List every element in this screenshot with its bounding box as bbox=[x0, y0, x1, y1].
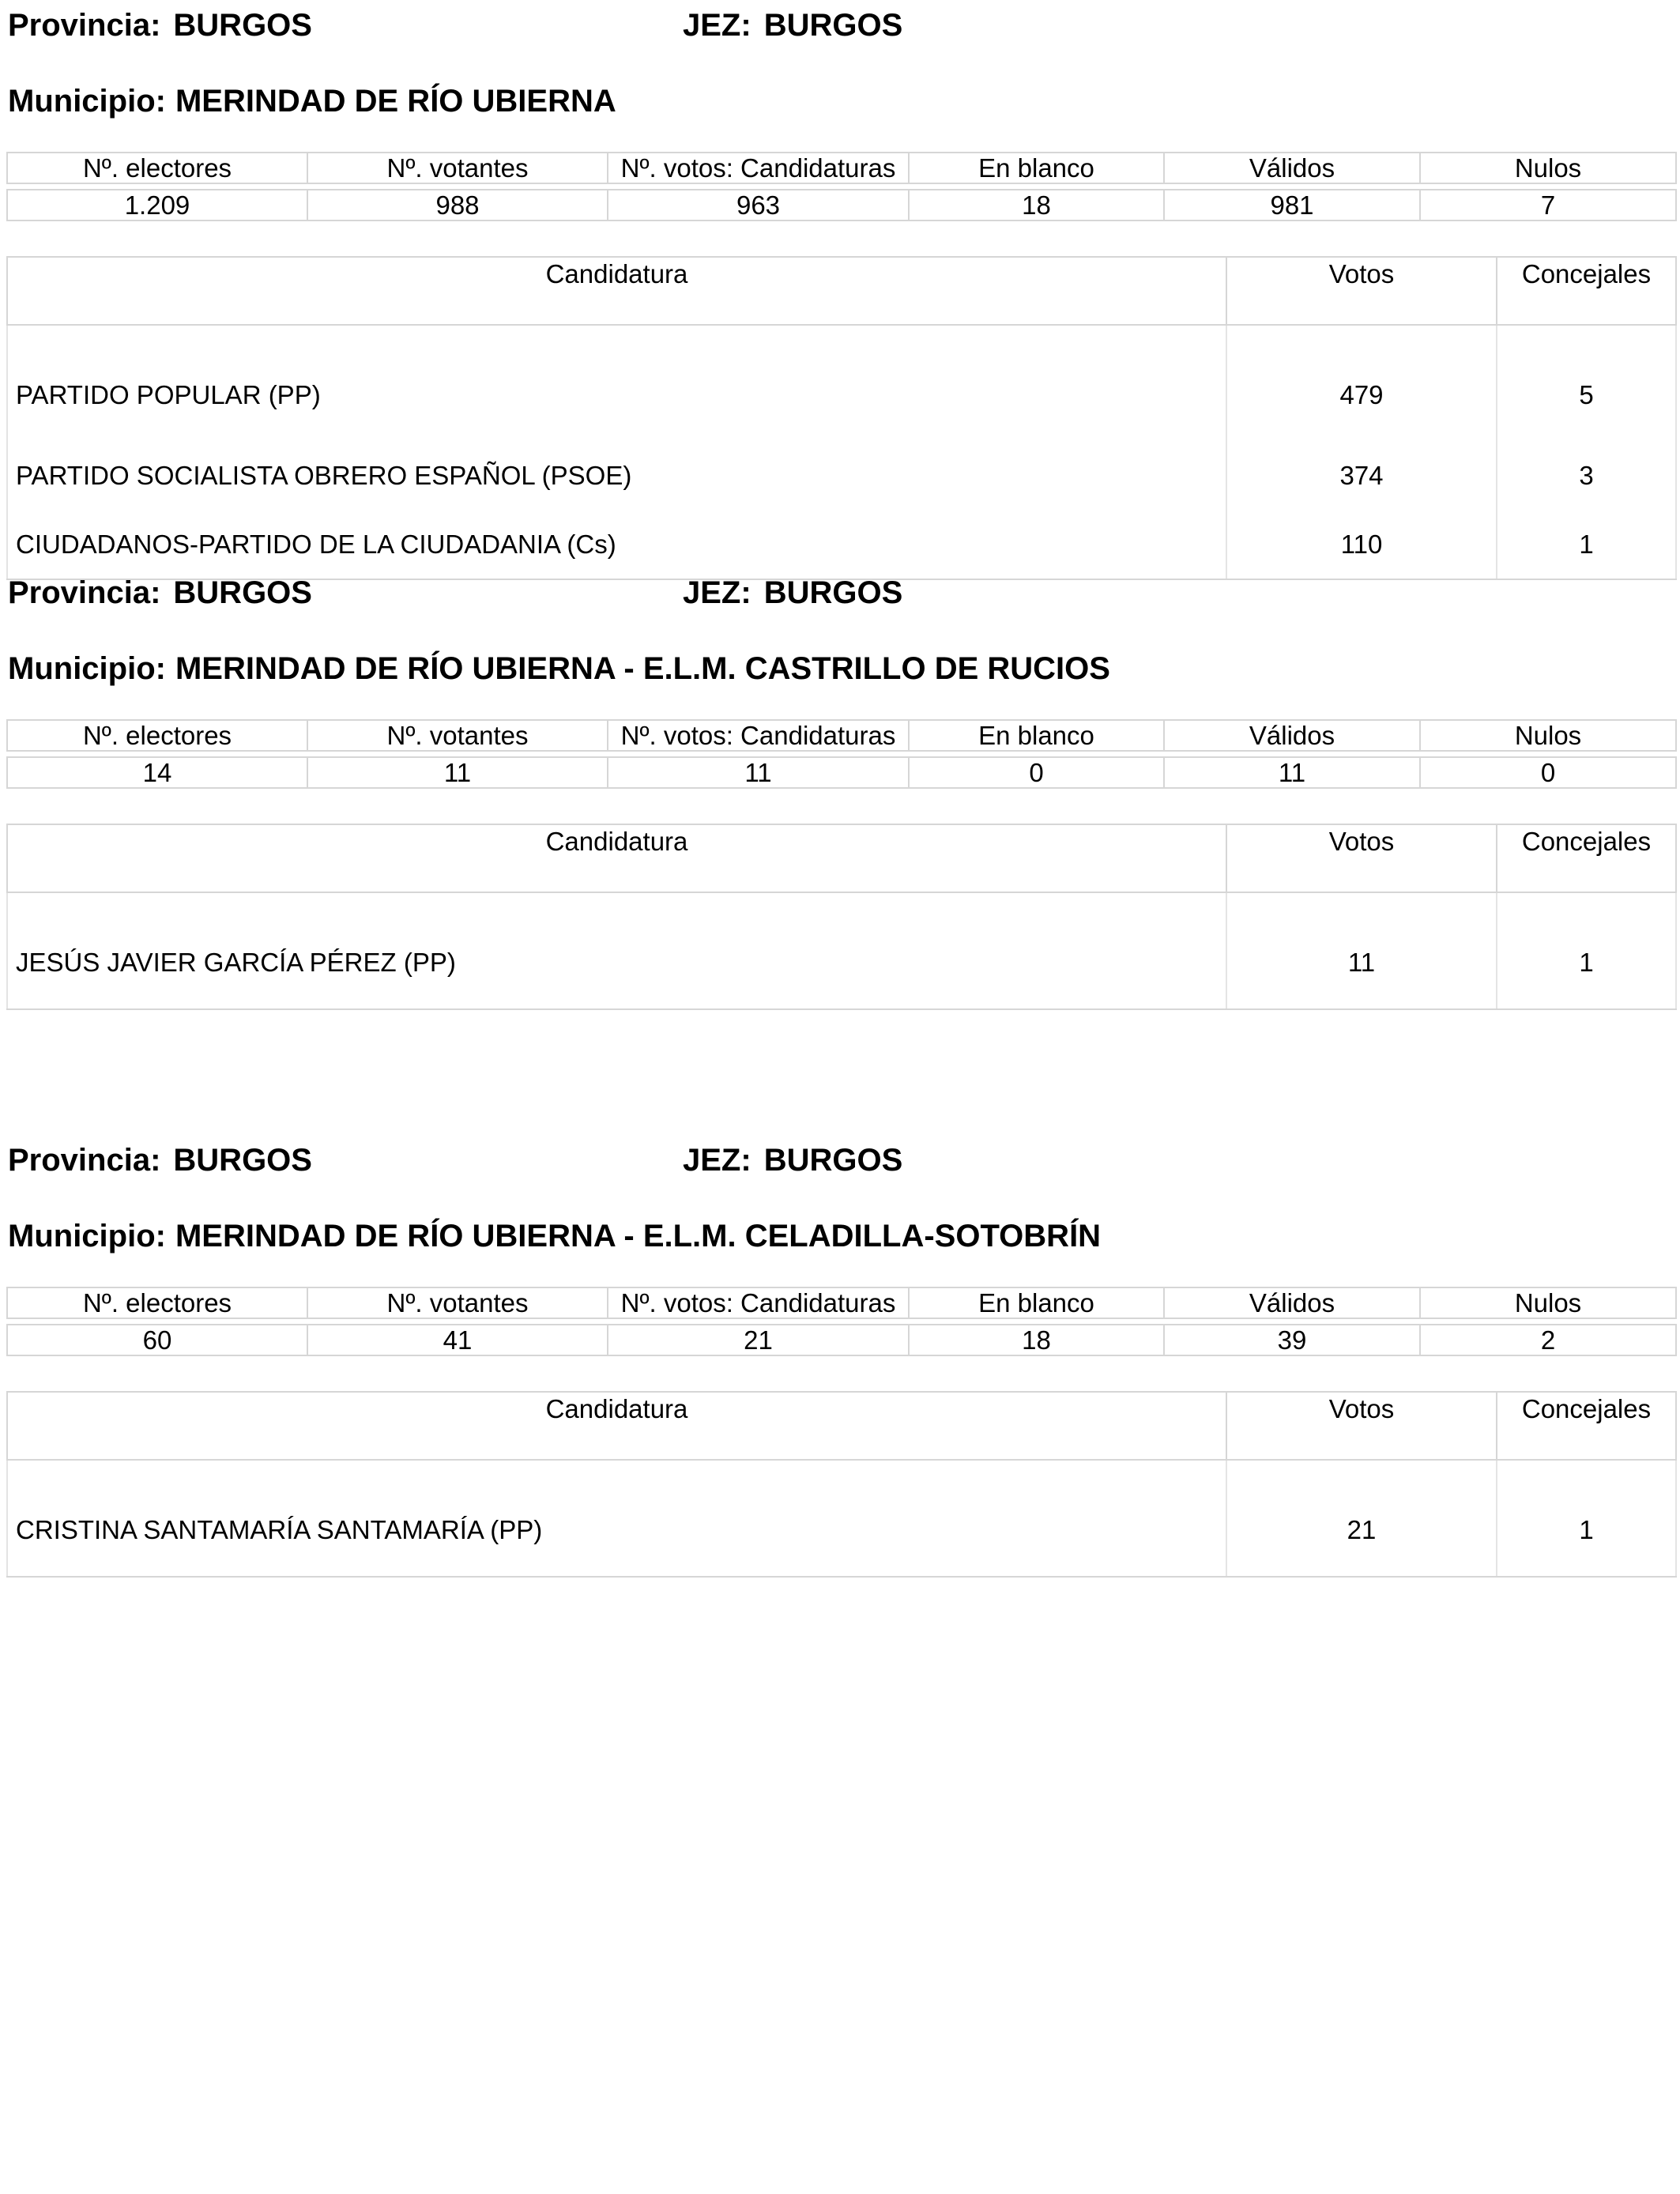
stats-header-electores: Nº. electores bbox=[7, 1287, 307, 1318]
header-candidatura: Candidatura bbox=[7, 824, 1226, 892]
provincia-header bbox=[8, 6, 312, 44]
stats-value-row bbox=[7, 1325, 1676, 1355]
header-concejales: Concejales bbox=[1497, 257, 1676, 325]
stats-header-validos: Válidos bbox=[1164, 153, 1420, 183]
provincia-label: Provincia: bbox=[8, 8, 161, 43]
jez-header bbox=[683, 1141, 902, 1179]
municipio-block-2 bbox=[0, 567, 1680, 1121]
candidatura-concejales: 1 bbox=[1497, 892, 1676, 1009]
stats-value-en-blanco: 18 bbox=[909, 190, 1164, 221]
candidatura-name: JESÚS JAVIER GARCÍA PÉREZ (PP) bbox=[7, 892, 1226, 1009]
candidatura-name: PARTIDO POPULAR (PP) bbox=[7, 325, 1226, 441]
stats-value-votos-candidaturas: 11 bbox=[608, 757, 909, 788]
stats-header-en-blanco: En blanco bbox=[909, 1287, 1164, 1318]
header-votos: Votos bbox=[1226, 824, 1497, 892]
candidaturas-header-row bbox=[7, 257, 1676, 325]
table-row bbox=[7, 892, 1676, 1009]
jez-label: JEZ: bbox=[683, 575, 751, 610]
candidaturas-table bbox=[6, 1391, 1677, 1578]
stats-header-nulos: Nulos bbox=[1420, 720, 1676, 751]
stats-header-nulos: Nulos bbox=[1420, 1287, 1676, 1318]
stats-header-votos-candidaturas: Nº. votos: Candidaturas bbox=[608, 153, 909, 183]
header-candidatura: Candidatura bbox=[7, 257, 1226, 325]
stats-header-row bbox=[7, 720, 1676, 751]
stats-value-votos-candidaturas: 21 bbox=[608, 1325, 909, 1355]
candidaturas-header-row bbox=[7, 824, 1676, 892]
stats-header-electores: Nº. electores bbox=[7, 153, 307, 183]
stats-header-electores: Nº. electores bbox=[7, 720, 307, 751]
candidatura-concejales: 5 bbox=[1497, 325, 1676, 441]
candidatura-votos: 110 bbox=[1226, 510, 1497, 579]
stats-header-votos-candidaturas: Nº. votos: Candidaturas bbox=[608, 1287, 909, 1318]
candidaturas-table bbox=[6, 824, 1677, 1010]
stats-header-nulos: Nulos bbox=[1420, 153, 1676, 183]
stats-table bbox=[6, 152, 1677, 221]
stats-value-electores: 1.209 bbox=[7, 190, 307, 221]
candidatura-concejales: 1 bbox=[1497, 1460, 1676, 1577]
table-row bbox=[7, 325, 1676, 441]
municipio-value: MERINDAD DE RÍO UBIERNA - E.L.M. CASTRILLO DE RUCIOS bbox=[175, 651, 1110, 686]
header-concejales: Concejales bbox=[1497, 824, 1676, 892]
candidaturas-table bbox=[6, 256, 1677, 580]
candidatura-name: PARTIDO SOCIALISTA OBRERO ESPAÑOL (PSOE) bbox=[7, 441, 1226, 510]
stats-table bbox=[6, 719, 1677, 789]
stats-header-votantes: Nº. votantes bbox=[307, 153, 608, 183]
stats-value-votantes: 988 bbox=[307, 190, 608, 221]
stats-value-nulos: 7 bbox=[1420, 190, 1676, 221]
stats-header-validos: Válidos bbox=[1164, 1287, 1420, 1318]
candidatura-concejales: 3 bbox=[1497, 441, 1676, 510]
candidatura-concejales: 1 bbox=[1497, 510, 1676, 579]
header-concejales: Concejales bbox=[1497, 1392, 1676, 1460]
jez-value: BURGOS bbox=[763, 8, 903, 43]
stats-value-electores: 60 bbox=[7, 1325, 307, 1355]
jez-header bbox=[683, 6, 902, 44]
stats-value-votantes: 11 bbox=[307, 757, 608, 788]
municipio-header bbox=[8, 1217, 1101, 1255]
stats-header-votos-candidaturas: Nº. votos: Candidaturas bbox=[608, 720, 909, 751]
candidatura-votos: 479 bbox=[1226, 325, 1497, 441]
provincia-value: BURGOS bbox=[173, 1143, 312, 1178]
header-votos: Votos bbox=[1226, 257, 1497, 325]
municipio-label: Municipio: bbox=[8, 651, 166, 686]
candidatura-votos: 374 bbox=[1226, 441, 1497, 510]
stats-table bbox=[6, 1287, 1677, 1356]
provincia-label: Provincia: bbox=[8, 575, 161, 610]
jez-header bbox=[683, 574, 902, 612]
stats-value-electores: 14 bbox=[7, 757, 307, 788]
table-row bbox=[7, 441, 1676, 510]
municipio-block-1 bbox=[0, 0, 1680, 559]
stats-value-row bbox=[7, 190, 1676, 221]
stats-value-row bbox=[7, 757, 1676, 788]
header-candidatura: Candidatura bbox=[7, 1392, 1226, 1460]
municipio-block-3 bbox=[0, 1135, 1680, 1688]
stats-value-validos: 981 bbox=[1164, 190, 1420, 221]
stats-header-row bbox=[7, 153, 1676, 183]
stats-header-votantes: Nº. votantes bbox=[307, 1287, 608, 1318]
municipio-value: MERINDAD DE RÍO UBIERNA - E.L.M. CELADILLA-SOTOBRÍN bbox=[175, 1219, 1102, 1253]
provincia-value: BURGOS bbox=[173, 8, 312, 43]
municipio-label: Municipio: bbox=[8, 1219, 166, 1253]
stats-header-en-blanco: En blanco bbox=[909, 153, 1164, 183]
stats-value-validos: 11 bbox=[1164, 757, 1420, 788]
municipio-header bbox=[8, 82, 616, 120]
candidatura-votos: 11 bbox=[1226, 892, 1497, 1009]
municipio-label: Municipio: bbox=[8, 84, 166, 119]
stats-header-row bbox=[7, 1287, 1676, 1318]
stats-header-en-blanco: En blanco bbox=[909, 720, 1164, 751]
municipio-header bbox=[8, 650, 1110, 688]
header-votos: Votos bbox=[1226, 1392, 1497, 1460]
candidatura-name: CRISTINA SANTAMARÍA SANTAMARÍA (PP) bbox=[7, 1460, 1226, 1577]
jez-label: JEZ: bbox=[683, 1143, 751, 1178]
provincia-header bbox=[8, 574, 312, 612]
provincia-label: Provincia: bbox=[8, 1143, 161, 1178]
candidaturas-header-row bbox=[7, 1392, 1676, 1460]
jez-value: BURGOS bbox=[763, 575, 903, 610]
table-row bbox=[7, 1460, 1676, 1577]
stats-value-en-blanco: 0 bbox=[909, 757, 1164, 788]
provincia-value: BURGOS bbox=[173, 575, 312, 610]
jez-value: BURGOS bbox=[763, 1143, 903, 1178]
candidatura-name: CIUDADANOS-PARTIDO DE LA CIUDADANIA (Cs) bbox=[7, 510, 1226, 579]
stats-header-votantes: Nº. votantes bbox=[307, 720, 608, 751]
stats-value-nulos: 0 bbox=[1420, 757, 1676, 788]
municipio-value: MERINDAD DE RÍO UBIERNA bbox=[175, 84, 616, 119]
provincia-header bbox=[8, 1141, 312, 1179]
stats-value-nulos: 2 bbox=[1420, 1325, 1676, 1355]
candidatura-votos: 21 bbox=[1226, 1460, 1497, 1577]
jez-label: JEZ: bbox=[683, 8, 751, 43]
stats-value-en-blanco: 18 bbox=[909, 1325, 1164, 1355]
stats-value-validos: 39 bbox=[1164, 1325, 1420, 1355]
stats-value-votos-candidaturas: 963 bbox=[608, 190, 909, 221]
stats-header-validos: Válidos bbox=[1164, 720, 1420, 751]
stats-value-votantes: 41 bbox=[307, 1325, 608, 1355]
